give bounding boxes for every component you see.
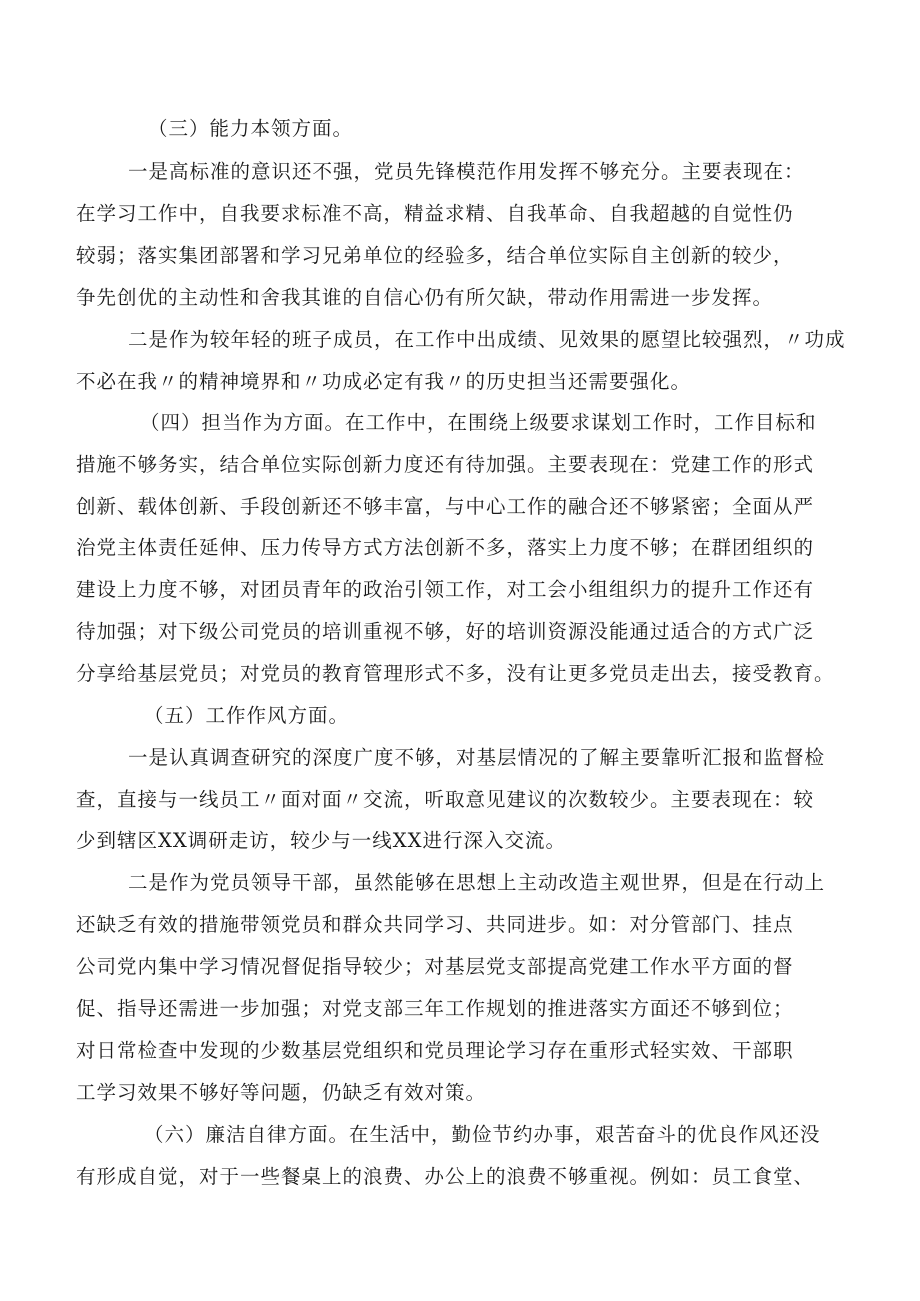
paragraph-line: 一是认真调查研究的深度广度不够，对基层情况的了解主要靠听汇报和监督检 — [128, 746, 826, 769]
paragraph-line: 二是作为较年轻的班子成员，在工作中出成绩、见效果的愿望比较强烈，〃功成 — [128, 328, 846, 351]
paragraph-line: 治党主体责任延伸、压力传导方式方法创新不多，落实上力度不够；在群团组织的 — [76, 536, 815, 559]
paragraph-line: 一是高标准的意识还不强，党员先锋模范作用发挥不够充分。主要表现在： — [128, 160, 805, 183]
paragraph-line: 争先创优的主动性和舍我其谁的自信心仍有所欠缺，带动作用需进一步发挥。 — [76, 286, 774, 309]
paragraph-line: 工学习效果不够好等问题，仍缺乏有效对策。 — [76, 1081, 487, 1104]
paragraph-line: 二是作为党员领导干部，虽然能够在思想上主动改造主观世界，但是在行动上 — [128, 871, 826, 894]
paragraph-line: 创新、载体创新、手段创新还不够丰富，与中心工作的融合还不够紧密；全面从严 — [76, 495, 815, 518]
paragraph-line: 查，直接与一线员工〃面对面〃交流，听取意见建议的次数较少。主要表现在：较 — [76, 788, 815, 811]
heading-ability: （三）能力本领方面。 — [148, 117, 354, 140]
paragraph-line: 公司党内集中学习情况督促指导较少；对基层党支部提高党建工作水平方面的督 — [76, 955, 794, 978]
paragraph-line: 不必在我〃的精神境界和〃功成必定有我〃的历史担当还需要强化。 — [76, 370, 692, 393]
paragraph-line: 较弱；落实集团部署和学习兄弟单位的经验多，结合单位实际自主创新的较少， — [76, 244, 794, 267]
paragraph-line: 促、指导还需进一步加强；对党支部三年工作规划的推进落实方面还不够到位； — [76, 997, 794, 1020]
paragraph-line: 措施不够务实，结合单位实际创新力度还有待加强。主要表现在：党建工作的形式 — [76, 453, 815, 476]
paragraph-line: 在学习工作中，自我要求标准不高，精益求精、自我革命、自我超越的自觉性仍 — [76, 202, 794, 225]
paragraph-line: 少到辖区XX调研走访，较少与一线XX进行深入交流。 — [76, 829, 567, 852]
paragraph-line: 建设上力度不够，对团员青年的政治引领工作，对工会小组组织力的提升工作还有 — [76, 578, 815, 601]
paragraph-line: 对日常检查中发现的少数基层党组织和党员理论学习存在重形式轻实效、干部职 — [76, 1039, 794, 1062]
paragraph-line: 待加强；对下级公司党员的培训重视不够，好的培训资源没能通过适合的方式广泛 — [76, 620, 815, 643]
paragraph-line: 还缺乏有效的措施带领党员和群众共同学习、共同进步。如：对分管部门、挂点 — [76, 913, 794, 936]
paragraph-line: 分享给基层党员；对党员的教育管理形式不多，没有让更多党员走出去，接受教育。 — [76, 662, 835, 685]
heading-responsibility: （四）担当作为方面。在工作中，在围绕上级要求谋划工作时，工作目标和 — [140, 411, 817, 434]
paragraph-line: 有形成自觉，对于一些餐桌上的浪费、办公上的浪费不够重视。例如：员工食堂、 — [76, 1165, 815, 1188]
heading-integrity: （六）廉洁自律方面。在生活中，勤俭节约办事，艰苦奋斗的优良作风还没 — [144, 1123, 821, 1146]
heading-work-style: （五）工作作风方面。 — [144, 704, 350, 727]
